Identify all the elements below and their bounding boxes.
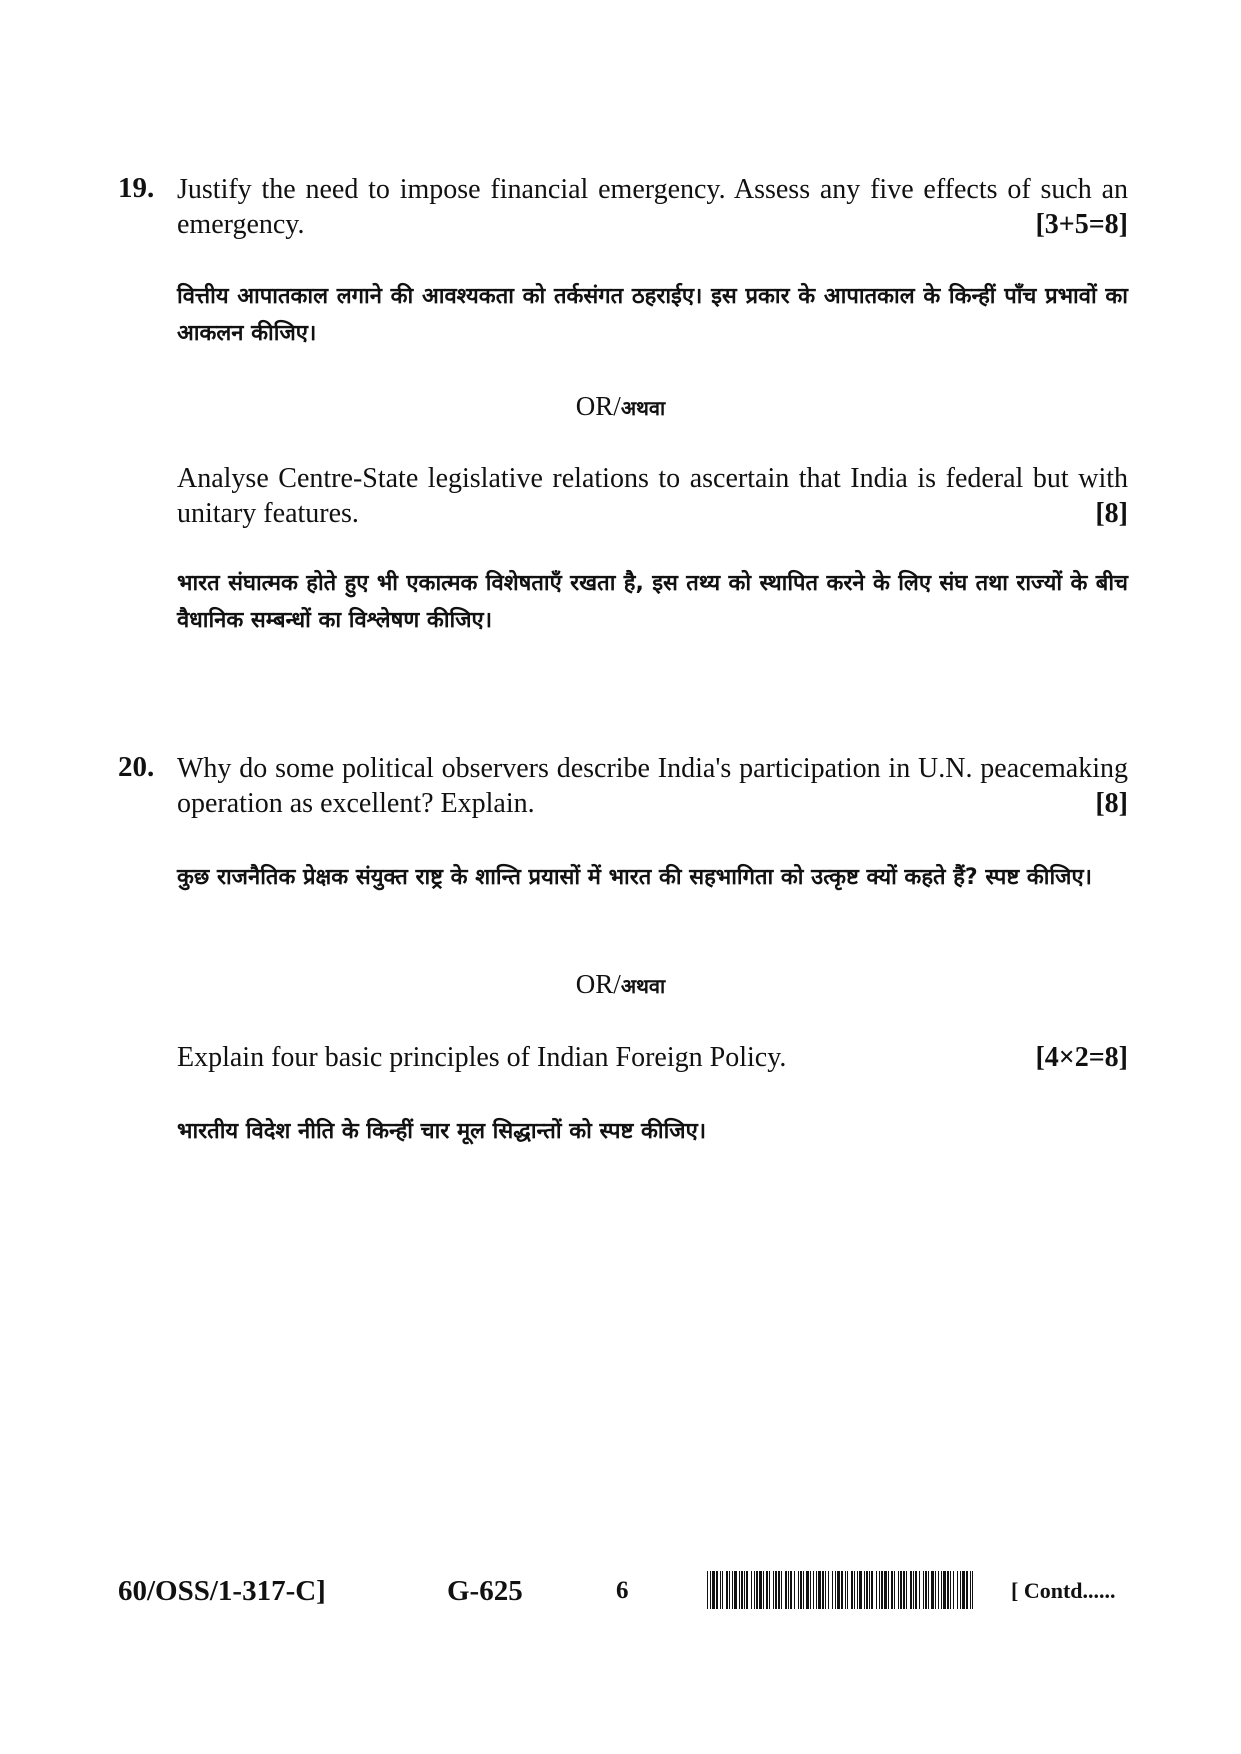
- barcode-bar: [794, 1571, 795, 1609]
- barcode-bar: [746, 1571, 748, 1609]
- barcode-bar: [726, 1571, 728, 1609]
- barcode-bar: [864, 1571, 865, 1609]
- barcode-bar: [825, 1571, 826, 1609]
- barcode-bar: [754, 1571, 755, 1609]
- barcode-bar: [962, 1571, 965, 1609]
- barcode-bar: [923, 1571, 924, 1609]
- barcode-bar: [800, 1571, 802, 1609]
- question-text-hindi: वित्तीय आपातकाल लगाने की आवश्यकता को तर्कसंगत ठहराईए। इस प्रकार के आपातकाल के किन्हीं पाँच प्रभावों का आकलन कीजिए।: [177, 284, 1128, 346]
- question-marks: [3+5=8]: [1035, 209, 1128, 240]
- barcode-bar: [707, 1571, 708, 1609]
- barcode-bar: [710, 1571, 711, 1609]
- barcode-bar: [898, 1571, 899, 1609]
- barcode-bar: [763, 1571, 764, 1609]
- barcode-bar: [734, 1571, 737, 1609]
- question-text-hindi: कुछ राजनैतिक प्रेक्षक संयुक्त राष्ट्र के शान्ति प्रयासों में भारत की सहभागिता को उत्कृष्ट क्यों कहते हैं? स्पष्ट कीजिए।: [177, 865, 1092, 890]
- continued-marker: [ Contd......: [1011, 1578, 1116, 1603]
- barcode-bar: [915, 1571, 917, 1609]
- alternative-question-english: Analyse Centre-State legislative relations to ascertain that India is federal but with unitary features.: [177, 463, 1128, 529]
- or-separator: [0, 390, 1241, 424]
- barcode-bar: [935, 1571, 936, 1609]
- barcode-bar: [835, 1571, 836, 1609]
- barcode-bar: [756, 1571, 758, 1609]
- barcode-bar: [876, 1571, 877, 1609]
- barcode-bar: [854, 1571, 855, 1609]
- or-label: OR/: [575, 969, 621, 999]
- barcode-bar: [913, 1571, 914, 1609]
- barcode-bar: [813, 1571, 814, 1609]
- barcode-bar: [857, 1571, 858, 1609]
- barcode-bar: [773, 1571, 774, 1609]
- or-separator: [0, 968, 1241, 1002]
- barcode-bar: [847, 1571, 848, 1609]
- barcode-bar: [894, 1571, 895, 1609]
- barcode-bar: [925, 1571, 927, 1609]
- barcode-bar: [957, 1571, 958, 1609]
- barcode-bar: [769, 1571, 770, 1609]
- barcode-bar: [775, 1571, 777, 1609]
- barcode-bar: [953, 1571, 954, 1609]
- barcode-bar: [879, 1571, 880, 1609]
- barcode-bar: [871, 1571, 873, 1609]
- barcode-bar: [818, 1571, 821, 1609]
- barcode-bar: [822, 1571, 824, 1609]
- barcode-bar: [928, 1571, 929, 1609]
- barcode-bar: [943, 1571, 946, 1609]
- barcode-bar: [869, 1571, 870, 1609]
- barcode-bar: [845, 1571, 846, 1609]
- barcode-bar: [751, 1571, 752, 1609]
- barcode-bar: [806, 1571, 809, 1609]
- barcode-bar: [729, 1571, 730, 1609]
- paper-code: 60/OSS/1-317-C]: [118, 1575, 326, 1607]
- barcode-bar: [798, 1571, 799, 1609]
- barcode-bar: [778, 1571, 780, 1609]
- alternative-question-hindi: भारत संघात्मक होते हुए भी एकात्मक विशेषताएँ रखता है, इस तथ्य को स्थापित करने के लिए संघ तथा राज्यों के बीच वैधानिक सम्बन्धों का विश्लेषण कीजिए।: [177, 571, 1128, 633]
- barcode-bar: [739, 1571, 740, 1609]
- barcode-bar: [810, 1571, 811, 1609]
- barcode-bar: [790, 1571, 792, 1609]
- question-marks: [8]: [1095, 788, 1128, 819]
- barcode-bar: [950, 1571, 951, 1609]
- or-label-hindi: अथवा: [620, 396, 666, 420]
- barcode-bar: [744, 1571, 745, 1609]
- barcode-bar: [900, 1571, 902, 1609]
- barcode-bar: [972, 1571, 973, 1609]
- barcode-bar: [766, 1571, 768, 1609]
- barcode-image: [707, 1571, 976, 1609]
- barcode-bar: [759, 1571, 762, 1609]
- series-code: G-625: [447, 1575, 523, 1607]
- barcode-bar: [732, 1571, 733, 1609]
- barcode-bar: [716, 1571, 718, 1609]
- page-number: 6: [616, 1577, 629, 1604]
- barcode-bar: [866, 1571, 868, 1609]
- barcode-bar: [881, 1571, 883, 1609]
- barcode-bar: [788, 1571, 789, 1609]
- barcode-bar: [851, 1571, 853, 1609]
- barcode-bar: [816, 1571, 817, 1609]
- barcode-bar: [832, 1571, 833, 1609]
- barcode-bar: [919, 1571, 920, 1609]
- alternative-question-hindi: भारतीय विदेश नीति के किन्हीं चार मूल सिद्धान्तों को स्पष्ट कीजिए।: [177, 1119, 707, 1144]
- barcode-bar: [970, 1571, 971, 1609]
- barcode-bar: [903, 1571, 905, 1609]
- alternative-question-marks: [8]: [1095, 498, 1128, 529]
- barcode-bar: [941, 1571, 942, 1609]
- barcode-bar: [888, 1571, 889, 1609]
- question-text-english: Why do some political observers describe India's participation in U.N. peacemaking operation as excellent? Explain.: [177, 753, 1128, 819]
- barcode-bar: [803, 1571, 804, 1609]
- question-number: 20.: [118, 751, 155, 783]
- alternative-question-english: Explain four basic principles of Indian Foreign Policy.: [177, 1042, 787, 1073]
- or-label-hindi: अथवा: [620, 974, 666, 998]
- barcode-bar: [841, 1571, 843, 1609]
- or-label: OR/: [575, 391, 621, 421]
- barcode-bar: [712, 1571, 715, 1609]
- barcode-bar: [906, 1571, 907, 1609]
- barcode-bar: [960, 1571, 961, 1609]
- barcode-bar: [720, 1571, 721, 1609]
- barcode-bar: [837, 1571, 840, 1609]
- barcode-bar: [910, 1571, 912, 1609]
- barcode-bar: [741, 1571, 743, 1609]
- barcode-bar: [859, 1571, 862, 1609]
- barcode-bar: [722, 1571, 723, 1609]
- barcode-bar: [931, 1571, 934, 1609]
- barcode-bar: [891, 1571, 893, 1609]
- barcode-bar: [884, 1571, 887, 1609]
- alternative-question-marks: [4×2=8]: [1035, 1042, 1128, 1073]
- barcode-bar: [781, 1571, 782, 1609]
- barcode-bar: [947, 1571, 949, 1609]
- barcode-bar: [785, 1571, 787, 1609]
- barcode-bar: [966, 1571, 968, 1609]
- question-text-english: Justify the need to impose financial emergency. Assess any five effects of such an emergency.: [177, 174, 1128, 240]
- barcode-bar: [938, 1571, 939, 1609]
- barcode-bar: [828, 1571, 829, 1609]
- question-number: 19.: [118, 172, 155, 204]
